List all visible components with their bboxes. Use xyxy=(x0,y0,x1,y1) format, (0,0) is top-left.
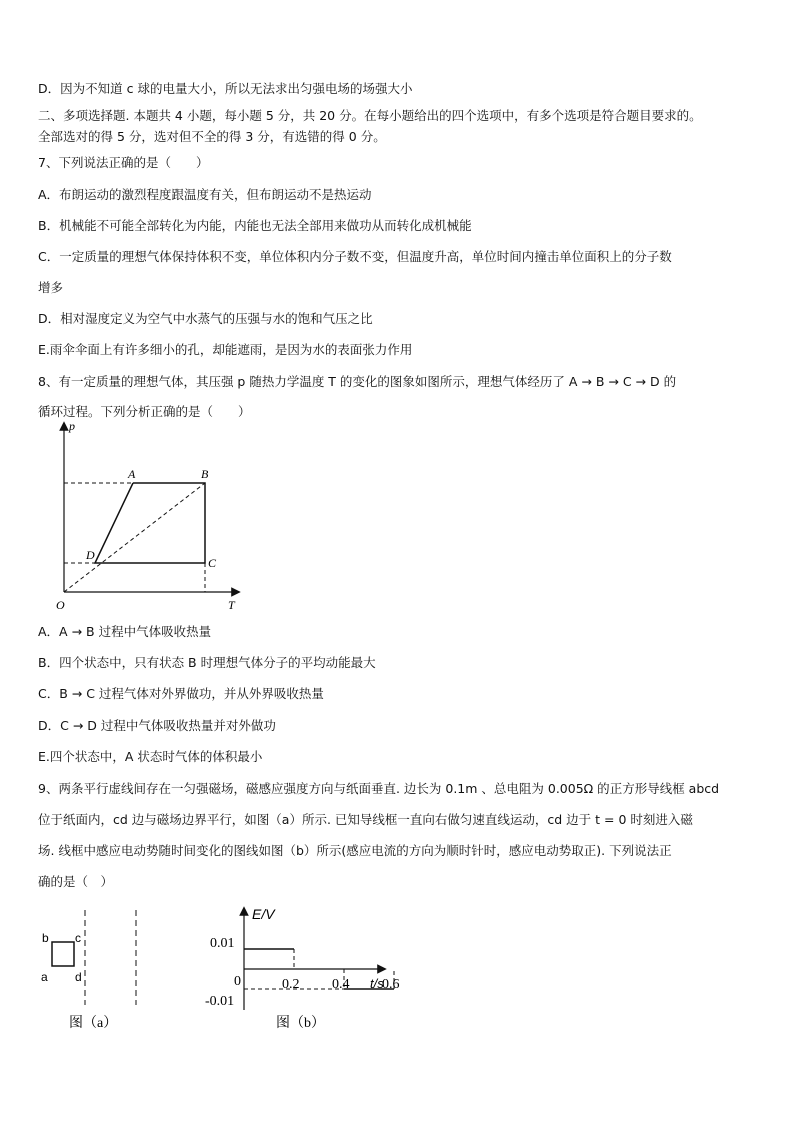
corner-d: d xyxy=(75,970,82,984)
q9-stem-4: 确的是（ ） xyxy=(38,874,114,889)
figure-b-chart xyxy=(200,905,400,1035)
emf-y-pos: 0.01 xyxy=(210,936,235,951)
q8-option-a: A．A → B 过程中气体吸收热量 xyxy=(38,624,212,639)
q8-option-e: E.四个状态中，A 状态时气体的体积最小 xyxy=(38,749,263,764)
section2-heading: 二、多项选择题. 本题共 4 小题，每小题 5 分，共 20 分。在每小题给出的四个选项中，有多个选项是符合题目要求的。 xyxy=(38,108,702,123)
caption-a: 图（a） xyxy=(69,1016,118,1031)
q8-option-c: C．B → C 过程气体对外界做功，并从外界吸收热量 xyxy=(38,686,324,701)
q8-option-d: D．C → D 过程中气体吸收热量并对外做功 xyxy=(38,718,276,733)
corner-c: c xyxy=(75,931,81,945)
figure-a xyxy=(35,905,155,1035)
emf-y-neg: -0.01 xyxy=(205,994,235,1009)
q7-option-e: E.雨伞伞面上有许多细小的孔，却能遮雨，是因为水的表面张力作用 xyxy=(38,342,413,357)
emf-x-label: t/s xyxy=(370,976,384,991)
pt-label-b: B xyxy=(201,467,209,481)
q7-stem: 7、下列说法正确的是（ ） xyxy=(38,155,209,170)
q8-stem: 8、有一定质量的理想气体，其压强 p 随热力学温度 T 的变化的图象如图所示，理想气体经历了 A → B → C → D 的 xyxy=(38,374,677,389)
pt-label-o: O xyxy=(56,598,65,612)
pt-label-a: A xyxy=(128,467,136,481)
q9-stem-2: 位于纸面内，cd 边与磁场边界平行，如图（a）所示. 已知导线框一直向右做匀速直线运动，cd 边于 t = 0 时刻进入磁 xyxy=(38,812,693,827)
pt-graph xyxy=(50,420,250,615)
wire-frame xyxy=(52,942,74,966)
q7-option-b: B．机械能不可能全部转化为内能，内能也无法全部用来做功从而转化成机械能 xyxy=(38,218,472,233)
emf-x-tick-label: 0.6 xyxy=(382,977,400,992)
emf-x-tick-label: 0.2 xyxy=(282,977,300,992)
q7-option-a: A．布朗运动的激烈程度跟温度有关，但布朗运动不是热运动 xyxy=(38,187,372,202)
pt-label-c: C xyxy=(208,556,217,570)
q9-stem: 9、两条平行虚线间存在一匀强磁场，磁感应强度方向与纸面垂直. 边长为 0.1m 、总电阻为 0.005Ω 的正方形导线框 abcd xyxy=(38,781,720,796)
pt-dash-diag xyxy=(64,483,205,592)
pt-label-p: p xyxy=(69,420,75,433)
q6-option-d: D．因为不知道 c 球的电量大小，所以无法求出匀强电场的场强大小 xyxy=(38,81,413,96)
section2-scoring: 全部选对的得 5 分，选对但不全的得 3 分，有选错的得 0 分。 xyxy=(38,129,386,144)
pt-label-t: T xyxy=(228,598,235,612)
emf-origin: 0 xyxy=(234,974,241,989)
q7-option-c: C．一定质量的理想气体保持体积不变，单位体积内分子数不变，但温度升高，单位时间内撞击单位面积上的分子数 xyxy=(38,249,672,264)
q7-option-c-cont: 增多 xyxy=(38,280,64,295)
pt-label-d: D xyxy=(86,548,95,562)
corner-b: b xyxy=(42,931,49,945)
emf-x-tick-label: 0.4 xyxy=(332,977,350,992)
q8-option-b: B．四个状态中，只有状态 B 时理想气体分子的平均动能最大 xyxy=(38,655,376,670)
caption-b: 图（b） xyxy=(276,1016,325,1031)
emf-y-label: E/V xyxy=(252,906,275,922)
corner-a: a xyxy=(41,970,48,984)
q8-stem-cont: 循环过程。下列分析正确的是（ ） xyxy=(38,404,251,419)
q7-option-d: D．相对湿度定义为空气中水蒸气的压强与水的饱和气压之比 xyxy=(38,311,373,326)
q9-stem-3: 场. 线框中感应电动势随时间变化的图线如图（b）所示(感应电流的方向为顺时针时，感应电动势取正). 下列说法正 xyxy=(38,843,672,858)
pt-cycle xyxy=(95,483,205,563)
